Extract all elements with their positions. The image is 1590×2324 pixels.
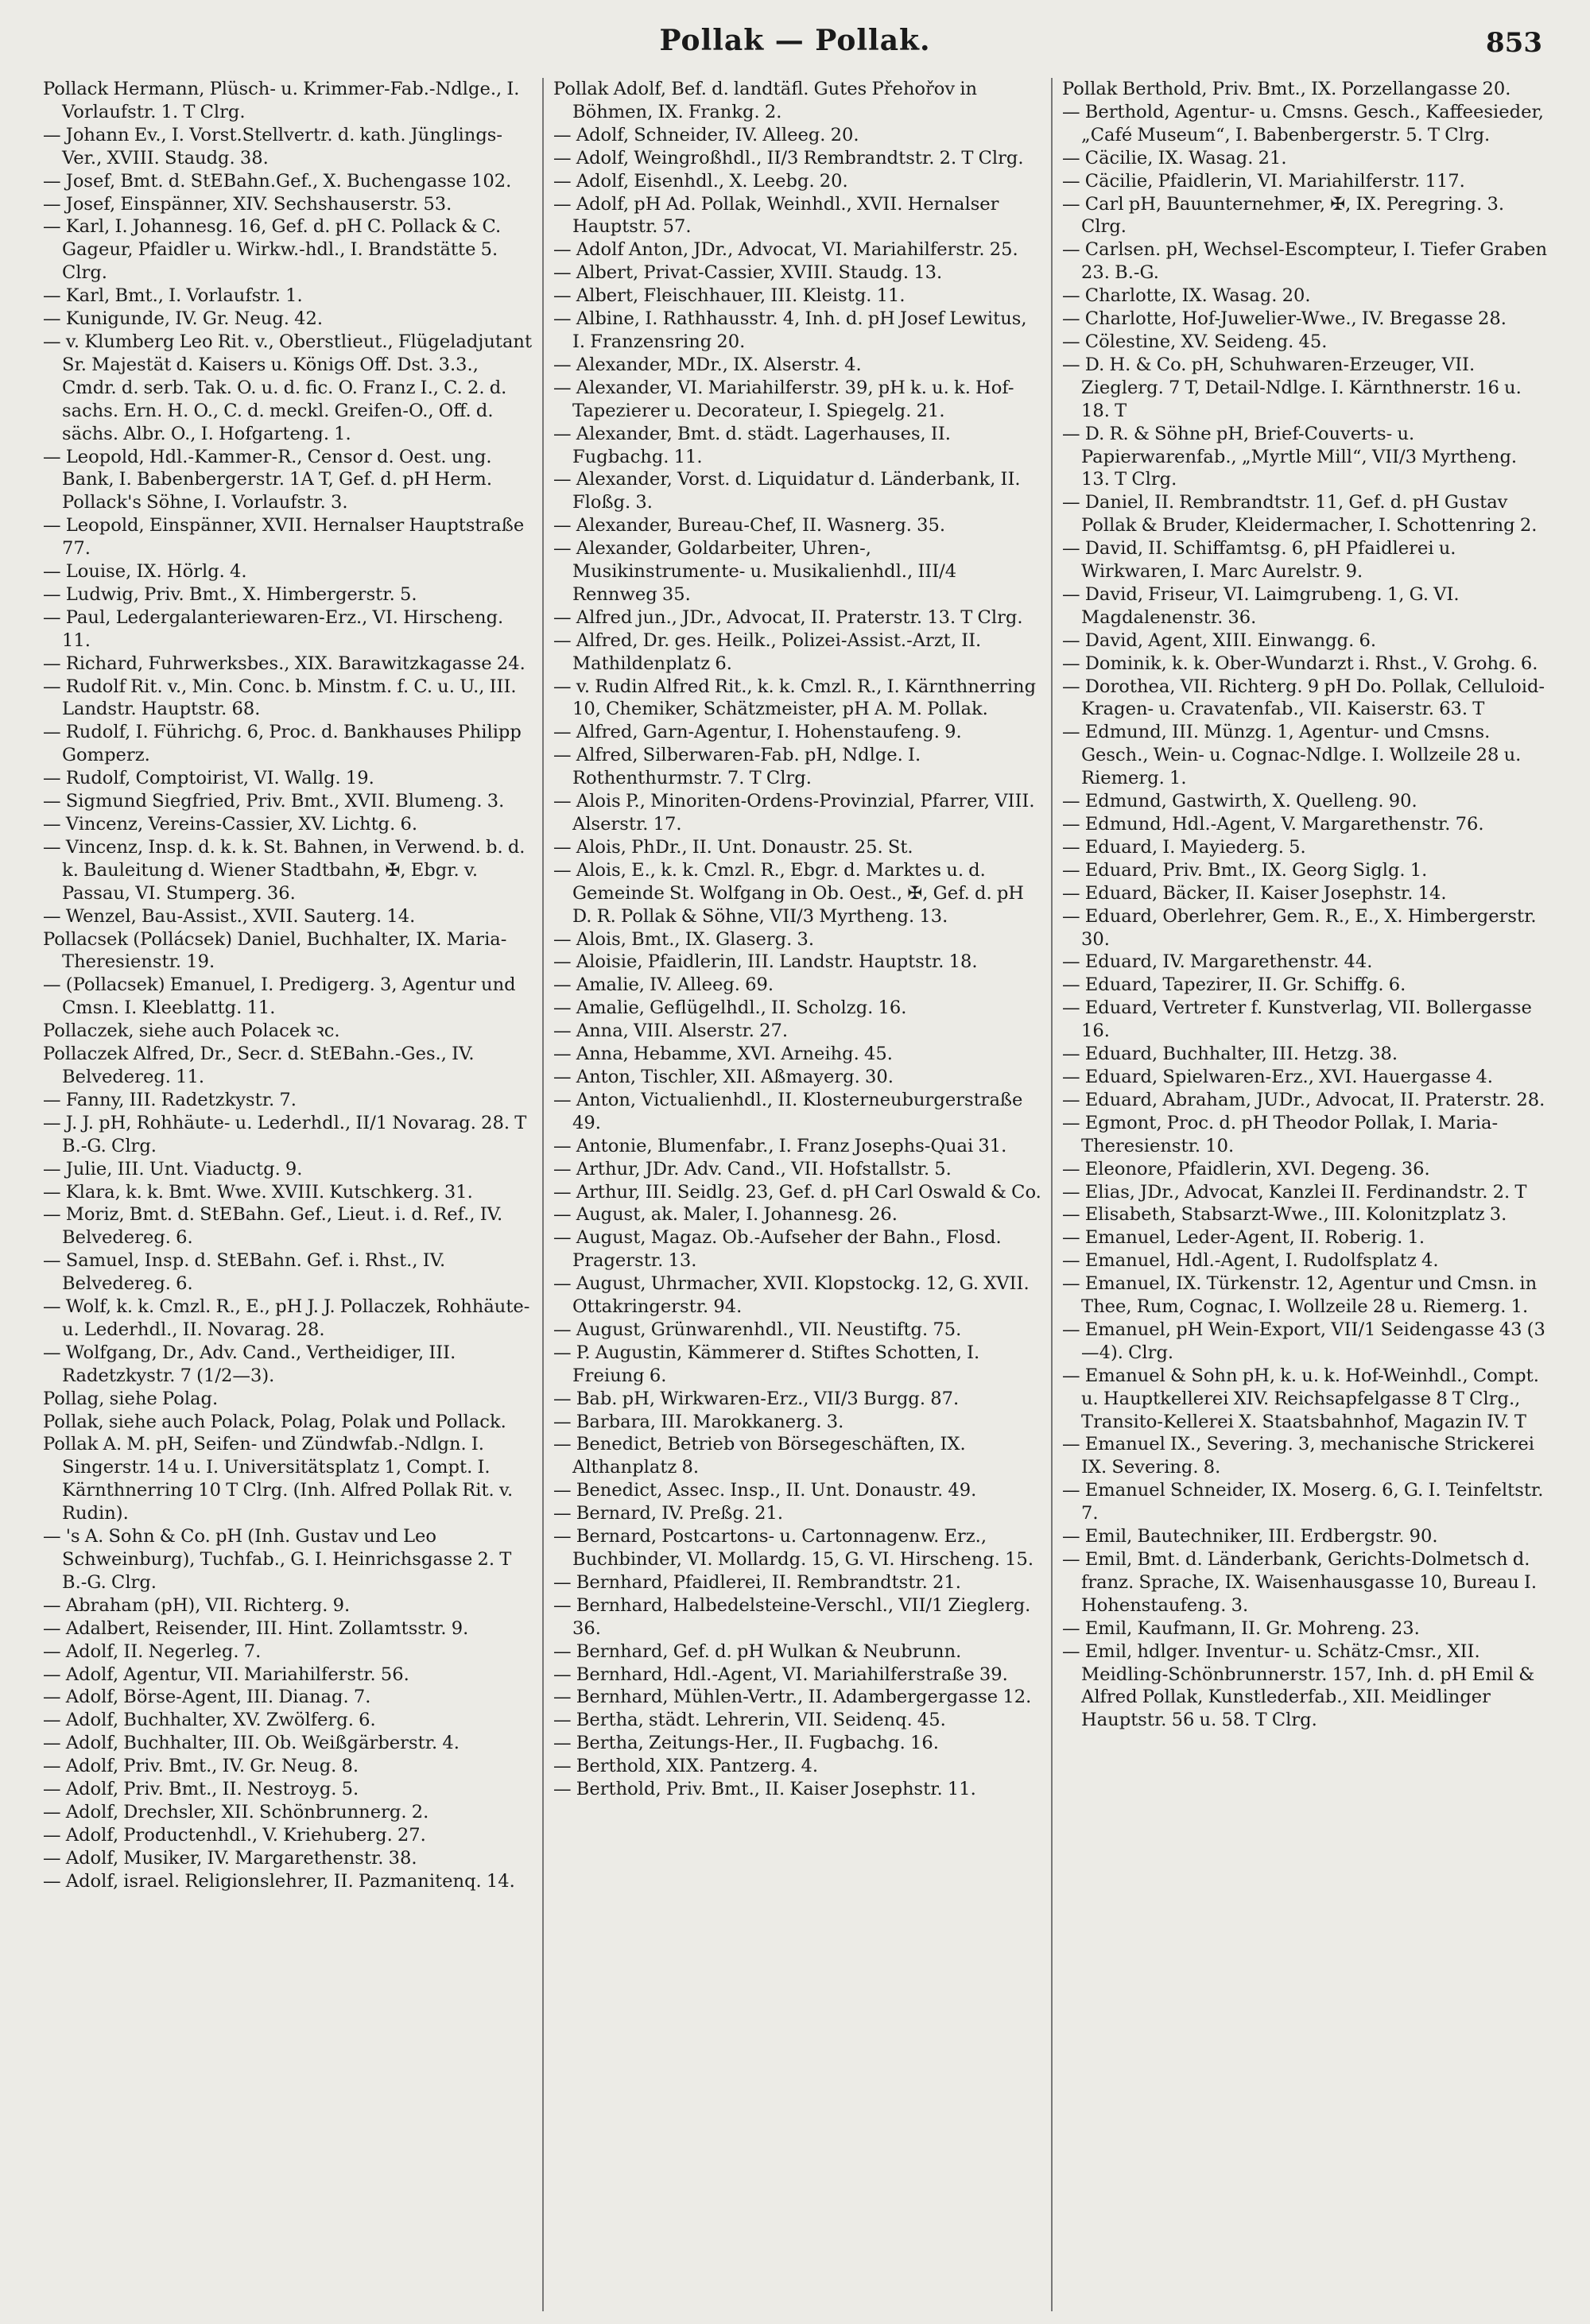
directory-entry: — Wolf, k. k. Cmzl. R., E., pH J. J. Pollaczek, Rohhäute- u. Lederhdl., II. Novarag. 28. [43, 1296, 530, 1340]
directory-entry: — Rudolf Rit. v., Min. Conc. b. Minstm. f. C. u. U., III. Landstr. Hauptstr. 68. [43, 676, 517, 720]
directory-entry: — Eduard, Bäcker, II. Kaiser Josephstr. 14. [1062, 882, 1447, 904]
directory-entry: — Fanny, III. Radetzkystr. 7. [43, 1089, 297, 1110]
directory-entry: — Alfred, Dr. ges. Heilk., Polizei-Assist.-Arzt, II. Mathildenplatz 6. [553, 629, 982, 674]
directory-entry: — Anna, Hebamme, XVI. Arneihg. 45. [553, 1044, 893, 1065]
directory-entry: — Eleonore, Pfaidlerin, XVI. Degeng. 36. [1062, 1158, 1430, 1179]
directory-entry: — Arthur, JDr. Adv. Cand., VII. Hofstallstr. 5. [553, 1158, 952, 1179]
directory-entry: — Elias, JDr., Advocat, Kanzlei II. Ferdinandstr. 2. T [1062, 1181, 1527, 1203]
directory-entry: — Amalie, Geflügelhdl., II. Scholzg. 16. [553, 997, 907, 1019]
directory-entry: — August, ak. Maler, I. Johannesg. 26. [553, 1204, 898, 1226]
directory-entry: — Moriz, Bmt. d. StEBahn. Gef., Lieut. i. d. Ref., IV. Belvedereg. 6. [43, 1204, 503, 1249]
directory-entry: — Edmund, III. Münzg. 1, Agentur- und Cmsns. Gesch., Wein- u. Cognac-Ndlge. I. Wollzeile 28 u. Riemerg. 1. [1062, 722, 1522, 789]
directory-entry: — Bernhard, Pfaidlerei, II. Rembrandtstr. 21. [553, 1571, 961, 1593]
directory-entry: — Amalie, IV. Alleeg. 69. [553, 974, 774, 996]
directory-entry: Pollak A. M. pH, Seifen- und Zündwfab.-Ndlgn. I. Singerstr. 14 u. I. Universitätsplatz 1, Compt. I. Kärnthnerring 10 T Clrg. (Inh. Alfred Pollak Rit. v. Rudin). [43, 1434, 514, 1524]
directory-entry: — Paul, Ledergalanteriewaren-Erz., VI. Hirscheng. 11. [43, 606, 504, 651]
directory-entry: — Daniel, II. Rembrandtstr. 11, Gef. d. pH Gustav Pollak & Bruder, Kleidermacher, I. Schottenring 2. [1062, 492, 1538, 536]
directory-entry: — Bernard, Postcartons- u. Cartonnagenw. Erz., Buchbinder, VI. Mollardg. 15, G. VI. Hirscheng. 15. [553, 1526, 1034, 1570]
directory-entry: — Cäcilie, IX. Wasag. 21. [1062, 147, 1287, 168]
directory-entry: — August, Uhrmacher, XVII. Klopstockg. 12, G. XVII. Ottakringerstr. 94. [553, 1273, 1030, 1318]
directory-entry: — Berthold, XIX. Pantzerg. 4. [553, 1756, 819, 1777]
directory-entry: — Klara, k. k. Bmt. Wwe. XVIII. Kutschkerg. 31. [43, 1181, 473, 1203]
directory-entry: — Alois, E., k. k. Cmzl. R., Ebgr. d. Marktes u. d. Gemeinde St. Wolfgang in Ob. Oest., ✠, Gef. d. pH D. R. Pollak & Söhne, VII/3 Myrtheng. 13. [553, 859, 1024, 927]
directory-entry: — Bernard, IV. Preßg. 21. [553, 1503, 784, 1524]
column-1 [33, 78, 542, 2311]
directory-entry: — Anton, Victualienhdl., II. Klosterneuburgerstraße 49. [553, 1089, 1023, 1133]
directory-entry: — Louise, IX. Hörlg. 4. [43, 561, 247, 583]
directory-entry: — Eduard, Buchhalter, III. Hetzg. 38. [1062, 1044, 1398, 1065]
directory-entry: — D. H. & Co. pH, Schuhwaren-Erzeuger, VII. Zieglerg. 7 T, Detail-Ndlge. I. Kärnthnerstr. 16 u. 18. T [1062, 354, 1522, 421]
directory-entry: — Emanuel, pH Wein-Export, VII/1 Seidengasse 43 (3—4). Clrg. [1062, 1319, 1545, 1363]
directory-entry: — Emil, Kaufmann, II. Gr. Mohreng. 23. [1062, 1617, 1420, 1639]
directory-entry: — Eduard, Spielwaren-Erz., XVI. Hauergasse 4. [1062, 1066, 1493, 1087]
directory-entry: — Alois P., Minoriten-Ordens-Provinzial, Pfarrer, VIII. Alserstr. 17. [553, 791, 1035, 835]
directory-entry: — Adolf, Börse-Agent, III. Dianag. 7. [43, 1687, 371, 1708]
directory-entry: — Berthold, Agentur- u. Cmsns. Gesch., Kaffeesieder, „Café Museum“, I. Babenbergerstr. 5. T Clrg. [1062, 101, 1544, 145]
directory-entry: — Alexander, Vorst. d. Liquidatur d. Länderbank, II. Floßg. 3. [553, 469, 1021, 513]
directory-entry: — Dorothea, VII. Richterg. 9 pH Do. Pollak, Celluloid-Kragen- u. Cravatenfab., VII. Kaiserstr. 63. T [1062, 676, 1545, 720]
directory-entry: — Karl, I. Johannesg. 16, Gef. d. pH C. Pollack & C. Gageur, Pfaidler u. Wirkw.-hdl., I. Brandstätte 5. Clrg. [43, 216, 502, 284]
directory-entry: — Adolf Anton, JDr., Advocat, VI. Mariahilferstr. 25. [553, 239, 1018, 261]
directory-entry: — Emanuel, Leder-Agent, II. Roberig. 1. [1062, 1227, 1425, 1249]
directory-entry: — Cölestine, XV. Seideng. 45. [1062, 331, 1328, 352]
directory-entry: Pollag, siehe Polag. [43, 1388, 219, 1409]
directory-entry: — Bernhard, Gef. d. pH Wulkan & Neubrunn. [553, 1640, 962, 1662]
directory-entry: — Albine, I. Rathhausstr. 4, Inh. d. pH Josef Lewitus, I. Franzensring 20. [553, 308, 1027, 352]
directory-entry: — Alfred jun., JDr., Advocat, II. Praterstr. 13. T Clrg. [553, 606, 1023, 628]
directory-entry: — Eduard, Abraham, JUDr., Advocat, II. Praterstr. 28. [1062, 1089, 1545, 1110]
directory-entry: — Eduard, Tapezirer, II. Gr. Schiffg. 6. [1062, 974, 1406, 996]
directory-entry: — August, Magaz. Ob.-Aufseher der Bahn., Flosd. Pragerstr. 13. [553, 1227, 1002, 1272]
directory-entry: — Albert, Fleischhauer, III. Kleistg. 11. [553, 285, 906, 307]
directory-entry: — Anton, Tischler, XII. Aßmayerg. 30. [553, 1066, 894, 1087]
directory-entry: — Rudolf, I. Führichg. 6, Proc. d. Bankhauses Philipp Gomperz. [43, 722, 522, 766]
column-3 [1051, 78, 1560, 2311]
directory-entry: — Dominik, k. k. Ober-Wundarzt i. Rhst., V. Grohg. 6. [1062, 653, 1538, 674]
directory-entry: — Wenzel, Bau-Assist., XVII. Sauterg. 14. [43, 905, 416, 927]
directory-entry: — David, Agent, XIII. Einwangg. 6. [1062, 629, 1377, 651]
directory-entry: — Emanuel, IX. Türkenstr. 12, Agentur und Cmsn. in Thee, Rum, Cognac, I. Wollzeile 28 u. Riemerg. 1. [1062, 1273, 1538, 1318]
directory-entry: — Alfred, Silberwaren-Fab. pH, Ndlge. I. Rothenthurmstr. 7. T Clrg. [553, 745, 921, 789]
directory-entry: — Johann Ev., I. Vorst.Stellvertr. d. kath. Jünglings-Ver., XVIII. Staudg. 38. [43, 124, 503, 168]
directory-entry: — Adolf, Productenhdl., V. Kriehuberg. 27. [43, 1824, 426, 1846]
directory-entry: — Carl pH, Bauunternehmer, ✠, IX. Peregring. 3. Clrg. [1062, 193, 1505, 238]
directory-entry: — Adolf, Drechsler, XII. Schönbrunnerg. 2. [43, 1801, 429, 1822]
directory-entry: — Albert, Privat-Cassier, XVIII. Staudg. 13. [553, 262, 943, 284]
directory-entry: — Benedict, Betrieb von Börsegeschäften, IX. Althanplatz 8. [553, 1434, 966, 1478]
directory-entry: — Kunigunde, IV. Gr. Neug. 42. [43, 308, 324, 330]
directory-entry: — Alois, Bmt., IX. Glaserg. 3. [553, 928, 815, 950]
page-header [48, 24, 1542, 72]
directory-entry: — Carlsen. pH, Wechsel-Escompteur, I. Tiefer Graben 23. B.-G. [1062, 239, 1548, 284]
directory-entry: — Vincenz, Insp. d. k. k. St. Bahnen, in Verwend. b. d. k. Bauleitung d. Wiener Stadtbahn, ✠, Ebgr. v. Passau, VI. Stumperg. 36. [43, 836, 525, 904]
directory-entry: — Emanuel IX., Severing. 3, mechanische Strickerei IX. Severing. 8. [1062, 1434, 1535, 1478]
directory-entry: Pollacsek (Pollácsek) Daniel, Buchhalter, IX. Maria-Theresienstr. 19. [43, 928, 507, 973]
directory-entry: — Adolf, Eisenhdl., X. Leebg. 20. [553, 170, 848, 192]
directory-entry: — Emanuel Schneider, IX. Moserg. 6, G. I. Teinfeltstr. 7. [1062, 1480, 1544, 1524]
directory-entry: — Alois, PhDr., II. Unt. Donaustr. 25. St. [553, 836, 913, 858]
directory-entry: Pollaczek, siehe auch Polacek ꝛc. [43, 1021, 340, 1042]
directory-entry: — Benedict, Assec. Insp., II. Unt. Donaustr. 49. [553, 1480, 977, 1501]
directory-entry: — August, Grünwarenhdl., VII. Neustiftg. 75. [553, 1319, 962, 1340]
directory-entry: — Emanuel, Hdl.-Agent, I. Rudolfsplatz 4. [1062, 1250, 1439, 1272]
directory-entry: Pollaczek Alfred, Dr., Secr. d. StEBahn.-Ges., IV. Belvedereg. 11. [43, 1044, 475, 1087]
directory-entry: — Elisabeth, Stabsarzt-Wwe., III. Kolonitzplatz 3. [1062, 1204, 1507, 1226]
directory-entry: — Eduard, I. Mayiederg. 5. [1062, 836, 1306, 858]
directory-entry: — Edmund, Hdl.-Agent, V. Margarethenstr. 76. [1062, 814, 1484, 835]
directory-entry: — Adolf, Buchhalter, III. Ob. Weißgärberstr. 4. [43, 1733, 460, 1754]
directory-entry: — Samuel, Insp. d. StEBahn. Gef. i. Rhst., IV. Belvedereg. 6. [43, 1250, 446, 1295]
directory-entry: — Bernhard, Mühlen-Vertr., II. Adambergergasse 12. [553, 1687, 1032, 1708]
directory-entry: — 's A. Sohn & Co. pH (Inh. Gustav und Leo Schweinburg), Tuchfab., G. I. Heinrichsgasse 2. T B.-G. Clrg. [43, 1526, 512, 1593]
directory-entry: — D. R. & Söhne pH, Brief-Couverts- u. Papierwarenfab., „Myrtle Mill“, VII/3 Myrtheng. 13. T Clrg. [1062, 423, 1518, 490]
directory-entry: — Eduard, Priv. Bmt., IX. Georg Siglg. 1. [1062, 859, 1428, 881]
directory-entry: — Bernhard, Halbedelsteine-Verschl., VII/1 Zieglerg. 36. [553, 1594, 1031, 1639]
directory-entry: — P. Augustin, Kämmerer d. Stiftes Schotten, I. Freiung 6. [553, 1342, 980, 1386]
directory-entry: — Adolf, II. Negerleg. 7. [43, 1640, 262, 1662]
directory-entry: — Ludwig, Priv. Bmt., X. Himbergerstr. 5. [43, 583, 417, 605]
directory-entry: Pollak, siehe auch Polack, Polag, Polak und Pollack. [43, 1411, 506, 1432]
running-head: Pollak — Pollak. [659, 24, 931, 57]
directory-entry: — Alexander, Bureau-Chef, II. Wasnerg. 35. [553, 515, 946, 536]
directory-entry: — v. Rudin Alfred Rit., k. k. Cmzl. R., I. Kärnthnerring 10, Chemiker, Schätzmeister, pH A. M. Pollak. [553, 676, 1037, 720]
directory-entry: — Karl, Bmt., I. Vorlaufstr. 1. [43, 285, 303, 307]
directory-entry: — Alexander, VI. Mariahilferstr. 39, pH k. u. k. Hof-Tapezierer u. Decorateur, I. Spiegelg. 21. [553, 377, 1014, 421]
directory-entry: — Edmund, Gastwirth, X. Quelleng. 90. [1062, 791, 1417, 812]
directory-entry: — Anna, VIII. Alserstr. 27. [553, 1021, 789, 1042]
directory-entry: — Aloisie, Pfaidlerin, III. Landstr. Hauptstr. 18. [553, 951, 978, 973]
directory-entry: — Rudolf, Comptoirist, VI. Wallg. 19. [43, 768, 374, 789]
directory-entry: — Antonie, Blumenfabr., I. Franz Josephs-Quai 31. [553, 1135, 1007, 1156]
directory-entry: — Bertha, städt. Lehrerin, VII. Seidenq. 45. [553, 1710, 946, 1731]
directory-entry: — Adolf, Buchhalter, XV. Zwölferg. 6. [43, 1710, 376, 1731]
directory-entry: — Cäcilie, Pfaidlerin, VI. Mariahilferstr. 117. [1062, 170, 1465, 192]
directory-entry: — Adolf, Weingroßhdl., II/3 Rembrandtstr. 2. T Clrg. [553, 147, 1024, 168]
directory-entry: — Adolf, israel. Religionslehrer, II. Pazmanitenq. 14. [43, 1870, 515, 1892]
directory-entry: — Alexander, Goldarbeiter, Uhren-, Musikinstrumente- u. Musikalienhdl., III/4 Rennweg 35. [553, 538, 957, 605]
directory-entry: — Wolfgang, Dr., Adv. Cand., Vertheidiger, III. Radetzkystr. 7 (1/2—3). [43, 1342, 456, 1386]
directory-entry: — Adalbert, Reisender, III. Hint. Zollamtsstr. 9. [43, 1617, 469, 1639]
directory-entry: — Josef, Bmt. d. StEBahn.Gef., X. Buchengasse 102. [43, 170, 512, 192]
directory-entry: Pollak Adolf, Bef. d. landtäfl. Gutes Přehořov in Böhmen, IX. Frankg. 2. [553, 79, 978, 122]
directory-entry: — Vincenz, Vereins-Cassier, XV. Lichtg. 6. [43, 814, 418, 835]
directory-entry: — Richard, Fuhrwerksbes., XIX. Barawitzkagasse 24. [43, 653, 525, 674]
directory-entry: — David, Friseur, VI. Laimgrubeng. 1, G. VI. Magdalenenstr. 36. [1062, 583, 1460, 628]
directory-entry: — Abraham (pH), VII. Richterg. 9. [43, 1594, 351, 1616]
directory-entry: — Egmont, Proc. d. pH Theodor Pollak, I. Maria-Theresienstr. 10. [1062, 1112, 1499, 1156]
directory-entry: Pollack Hermann, Plüsch- u. Krimmer-Fab.-Ndlge., I. Vorlaufstr. 1. T Clrg. [43, 79, 520, 122]
directory-entry: — Berthold, Priv. Bmt., II. Kaiser Josephstr. 11. [553, 1779, 976, 1800]
directory-entry: — Josef, Einspänner, XIV. Sechshauserstr. 53. [43, 193, 452, 215]
directory-entry: — Charlotte, Hof-Juwelier-Wwe., IV. Bregasse 28. [1062, 308, 1507, 330]
directory-entry: — Alexander, MDr., IX. Alserstr. 4. [553, 354, 862, 375]
directory-entry: — Sigmund Siegfried, Priv. Bmt., XVII. Blumeng. 3. [43, 791, 505, 812]
directory-entry: — Emil, Bautechniker, III. Erdbergstr. 90. [1062, 1526, 1438, 1547]
directory-entry: — Adolf, Priv. Bmt., II. Nestroyg. 5. [43, 1779, 359, 1800]
directory-entry: — Eduard, Vertreter f. Kunstverlag, VII. Bollergasse 16. [1062, 997, 1532, 1042]
directory-entry: — Adolf, Priv. Bmt., IV. Gr. Neug. 8. [43, 1756, 359, 1777]
directory-entry: — Bertha, Zeitungs-Her., II. Fugbachg. 16. [553, 1733, 939, 1754]
directory-entry: — Emil, hdlger. Inventur- u. Schätz-Cmsr., XII. Meidling-Schönbrunnerstr. 157, Inh. d. pH Emil & Alfred Pollak, Kunstlederfab., XII. Meidlinger Hauptstr. 56 u. 58. T Clrg. [1062, 1640, 1535, 1731]
directory-entry: — Charlotte, IX. Wasag. 20. [1062, 285, 1311, 307]
directory-entry: — Barbara, III. Marokkanerg. 3. [553, 1411, 844, 1432]
directory-entry: — Adolf, Schneider, IV. Alleeg. 20. [553, 124, 859, 145]
directory-entry: — Adolf, pH Ad. Pollak, Weinhdl., XVII. Hernalser Hauptstr. 57. [553, 193, 999, 238]
text-columns [33, 78, 1560, 2311]
directory-entry: — Leopold, Hdl.-Kammer-R., Censor d. Oest. ung. Bank, I. Babenbergerstr. 1A T, Gef. d. pH Herm. Pollack's Söhne, I. Vorlaufstr. 3. [43, 446, 493, 513]
directory-entry: — Julie, III. Unt. Viaductg. 9. [43, 1158, 303, 1179]
directory-entry: — Bernhard, Hdl.-Agent, VI. Mariahilferstraße 39. [553, 1664, 1008, 1685]
directory-entry: — Alfred, Garn-Agentur, I. Hohenstaufeng. 9. [553, 722, 962, 743]
page-number: 853 [1486, 27, 1542, 59]
directory-entry: — Adolf, Agentur, VII. Mariahilferstr. 56. [43, 1664, 409, 1685]
directory-entry: — Emil, Bmt. d. Länderbank, Gerichts-Dolmetsch d. franz. Sprache, IX. Waisenhausgasse 10, Bureau I. Hohenstaufeng. 3. [1062, 1549, 1538, 1616]
directory-entry: — Eduard, IV. Margarethenstr. 44. [1062, 951, 1373, 973]
directory-entry: — Adolf, Musiker, IV. Margarethenstr. 38. [43, 1847, 417, 1869]
directory-entry: — v. Klumberg Leo Rit. v., Oberstlieut., Flügeladjutant Sr. Majestät d. Kaisers u. Königs Off. Dst. 3.3., Cmdr. d. serb. Tak. O. u. d. fic. O. Franz I., C. 2. d. sachs. Ern. H. O., C. d. meckl. Greifen-O., Off. d. sächs. Albr. O., I. Hofgarteng. 1. [43, 331, 533, 444]
directory-entry: — Arthur, III. Seidlg. 23, Gef. d. pH Carl Oswald & Co. [553, 1181, 1041, 1203]
directory-entry: — J. J. pH, Rohhäute- u. Lederhdl., II/1 Novarag. 28. T B.-G. Clrg. [43, 1112, 527, 1156]
directory-entry: — David, II. Schiffamtsg. 6, pH Pfaidlerei u. Wirkwaren, I. Marc Aurelstr. 9. [1062, 538, 1456, 583]
directory-entry: Pollak Berthold, Priv. Bmt., IX. Porzellangasse 20. [1062, 79, 1511, 99]
directory-entry: — Bab. pH, Wirkwaren-Erz., VII/3 Burgg. 87. [553, 1388, 960, 1409]
directory-entry: — Leopold, Einspänner, XVII. Hernalser Hauptstraße 77. [43, 515, 525, 560]
directory-entry: — Emanuel & Sohn pH, k. u. k. Hof-Weinhdl., Compt. u. Hauptkellerei XIV. Reichsapfelgasse 8 T Clrg., Transito-Kellerei X. Staatsbahnhof, Magazin IV. T [1062, 1365, 1539, 1432]
directory-entry: — (Pollacsek) Emanuel, I. Predigerg. 3, Agentur und Cmsn. I. Kleeblattg. 11. [43, 974, 516, 1019]
directory-entry: — Eduard, Oberlehrer, Gem. R., E., X. Himbergerstr. 30. [1062, 905, 1537, 950]
directory-entry: — Alexander, Bmt. d. städt. Lagerhauses, II. Fugbachg. 11. [553, 423, 951, 467]
column-2 [542, 78, 1051, 2311]
